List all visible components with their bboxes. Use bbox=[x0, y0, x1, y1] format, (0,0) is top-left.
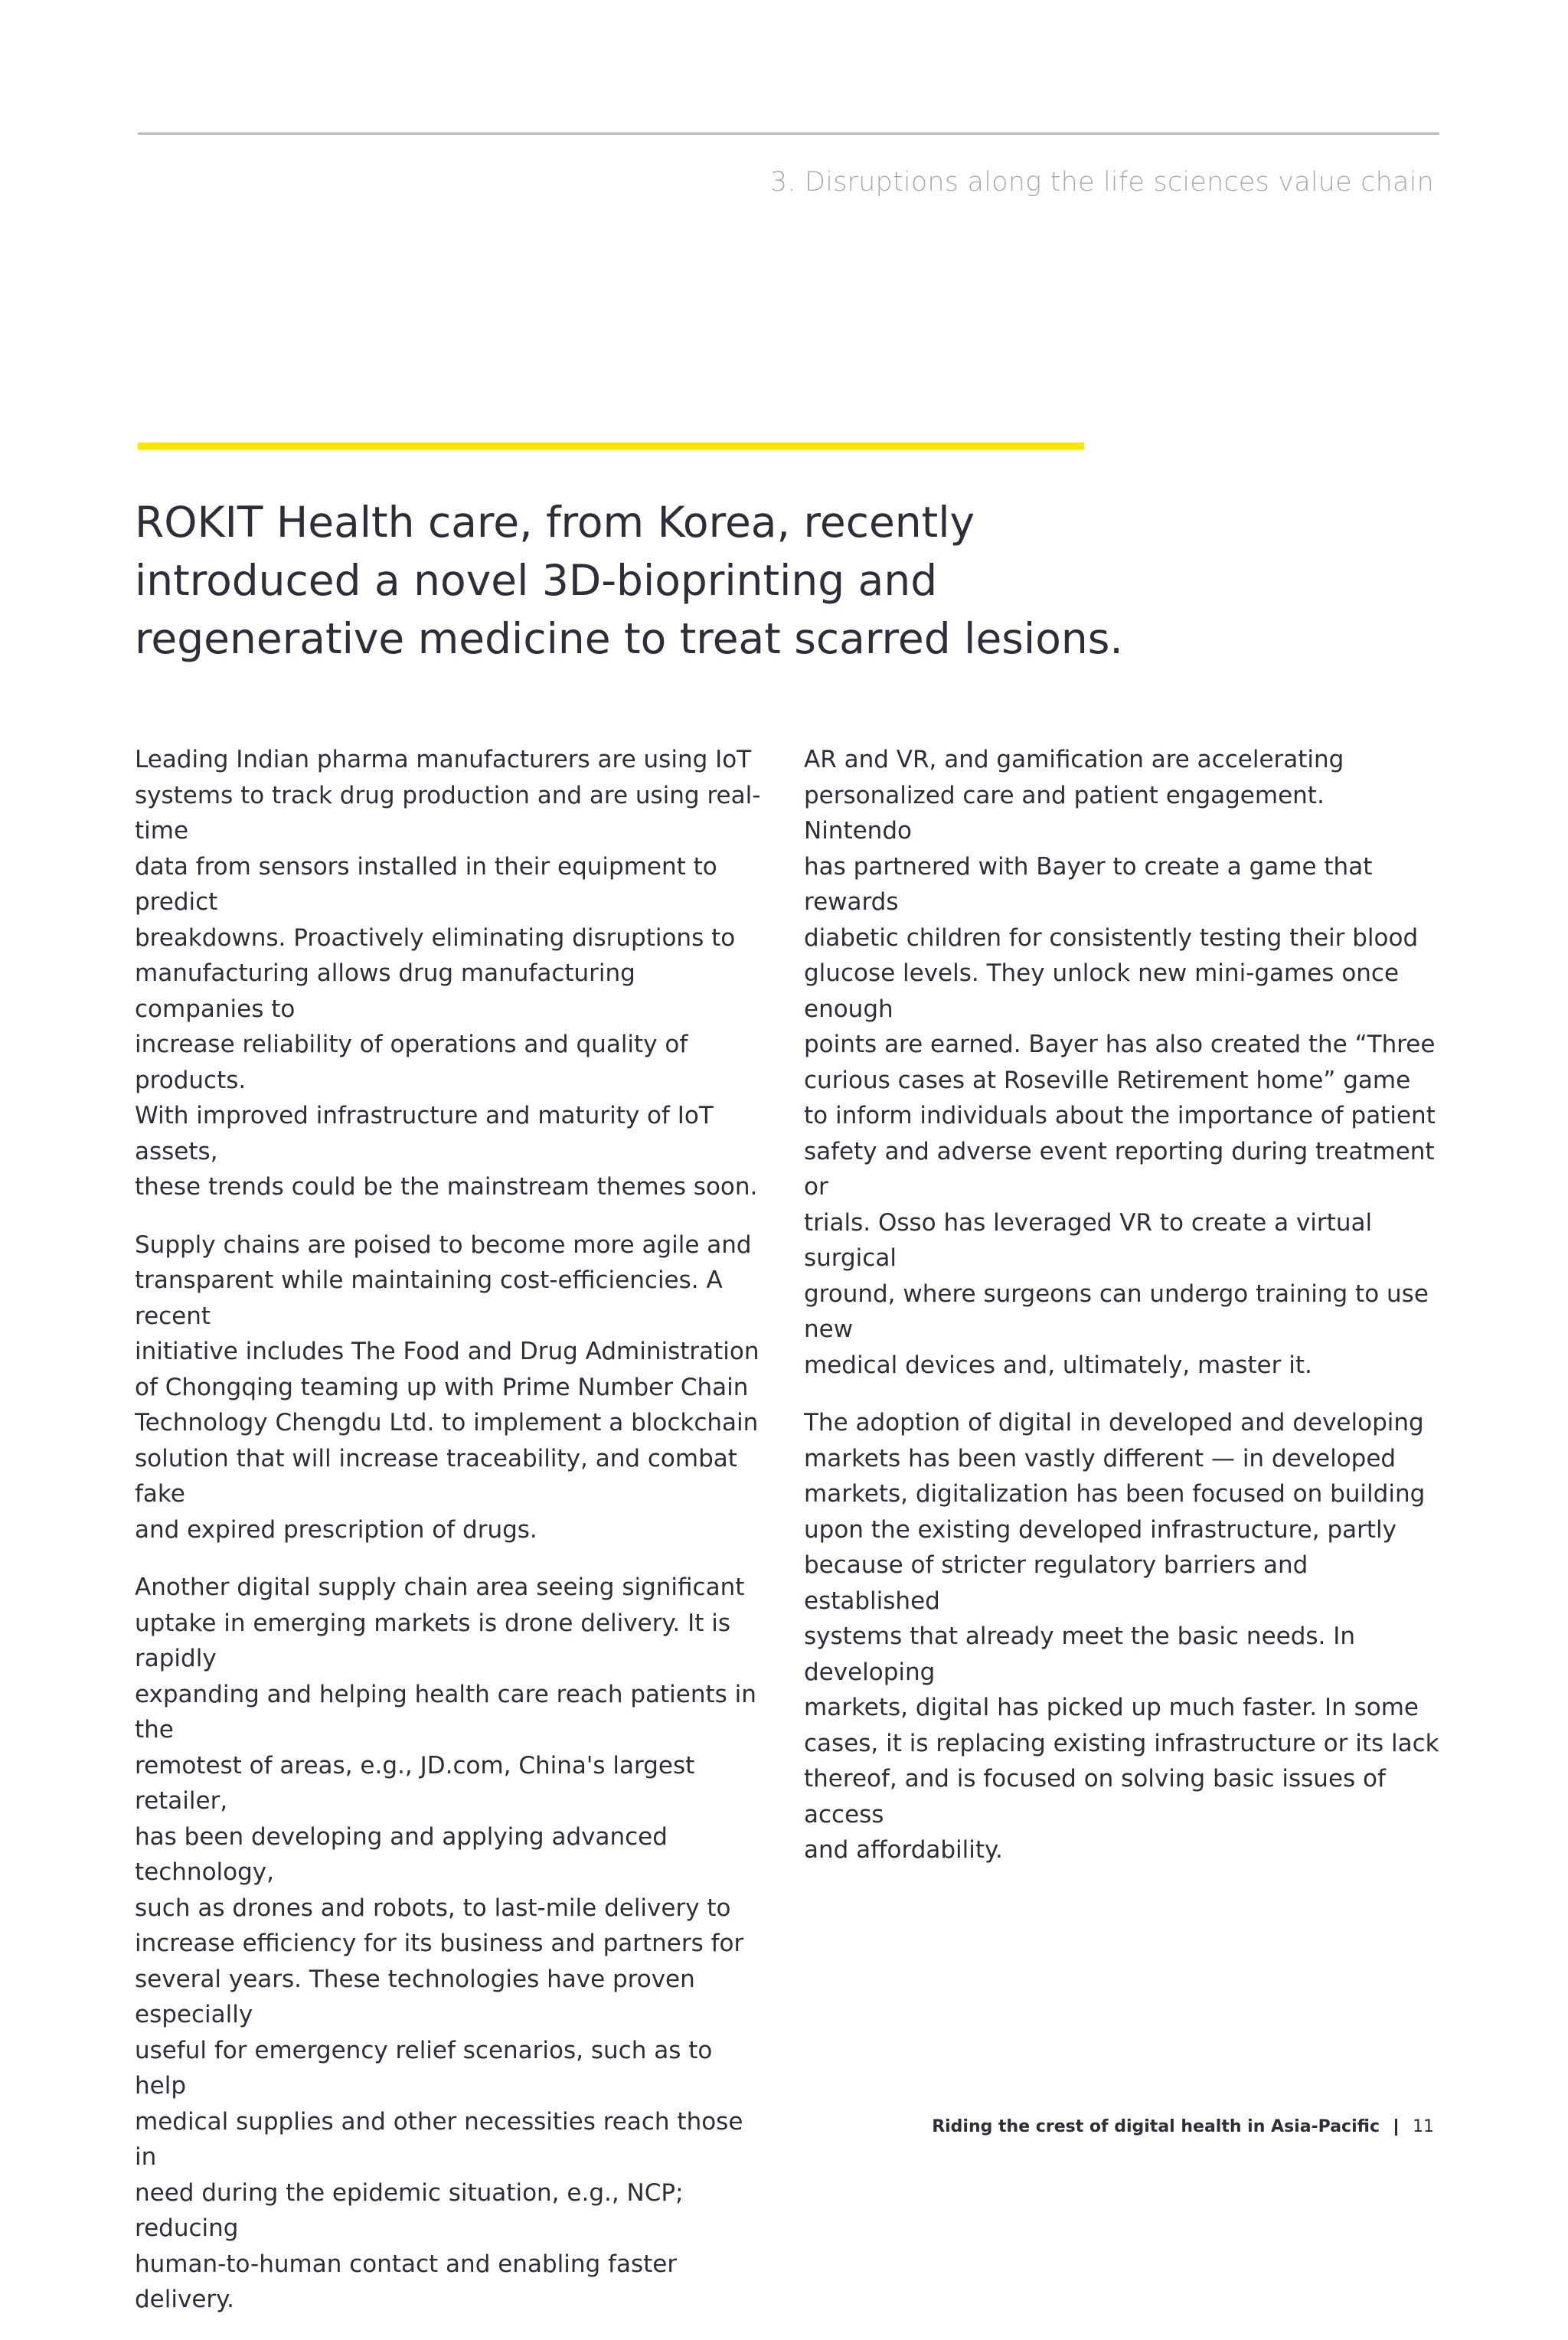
page-number: 11 bbox=[1413, 2117, 1434, 2136]
footer-separator bbox=[1395, 2119, 1397, 2136]
section-label: 3. Disruptions along the life sciences value chain bbox=[769, 167, 1434, 198]
paragraph-digital-adoption: The adoption of digital in developed and developing markets has been vastly different — in developed markets, digitalization has been focused on building upon the existing developed infrastructure, partly because of stricter regulatory barriers and established systems that already meet the basic needs. In developing markets, digital has picked up much faster. In some cases, it is replacing existing infrastructure or its lack thereof, and is focused on solving basic issues of access and affordability. bbox=[804, 1409, 1439, 1864]
paragraph-supply-chains: Supply chains are poised to become more agile and transparent while maintaining cost-efficiencies. A recent initiative includes The Food and Drug Administration of Chongqing teaming up with Prime Number Chain Technology Chengdu Ltd. to implement a blockchain solution that will increase traceability, and combat fake and expired prescription of drugs. bbox=[135, 1230, 760, 1544]
left-text-column bbox=[135, 742, 770, 2340]
paragraph-ar-vr-gamification: AR and VR, and gamification are accelerating personalized care and patient engagement. Nintendo has partnered with Bayer to create a game that rewards diabetic children for consistently testing their blood glucose levels. They unlock new mini-games once enough points are earned. Bayer has also created the “Three curious cases at Roseville Retirement home” game to inform individuals about the importance of patient safety and adverse event reporting during treatment or trials. Osso has leveraged VR to create a virtual surgical ground, where surgeons can undergo training to use new medical devices and, ultimately, master it. bbox=[804, 746, 1436, 1379]
yellow-accent-bar bbox=[138, 443, 1084, 449]
pull-quote-headline: ROKIT Health care, from Korea, recently introduced a novel 3D-bioprinting and regenerative medicine to treat scarred lesions. bbox=[135, 498, 1123, 663]
header-rule bbox=[138, 132, 1439, 135]
right-text-column bbox=[804, 742, 1439, 1891]
paragraph-drone-delivery: Another digital supply chain area seeing significant uptake in emerging markets is drone delivery. It is rapidly expanding and helping health care reach patients in the remotest of areas, e.g., JD.com, China's largest retailer, has been developing and applying advanced technology, such as drones and robots, to last-mile delivery to increase efficiency for its business and partners for several years. These technologies have proven especially useful for emergency relief scenarios, such as to help medical supplies and other necessities reach those in need during the epidemic situation, e.g., NCP; reducing human-to-human contact and enabling faster delivery. bbox=[135, 1574, 756, 2313]
footer-publication-title: Riding the crest of digital health in Asia-Pacific bbox=[932, 2117, 1380, 2136]
page-footer bbox=[932, 2117, 1434, 2136]
paragraph-iot-manufacturing: Leading Indian pharma manufacturers are using IoT systems to track drug production and are using real-time data from sensors installed in their equipment to predict breakdowns. Proactively eliminating disruptions to manufacturing allows drug manufacturing companies to increase reliability of operations and quality of products. With improved infrastructure and maturity of IoT assets, these trends could be the mainstream themes soon. bbox=[135, 746, 761, 1201]
